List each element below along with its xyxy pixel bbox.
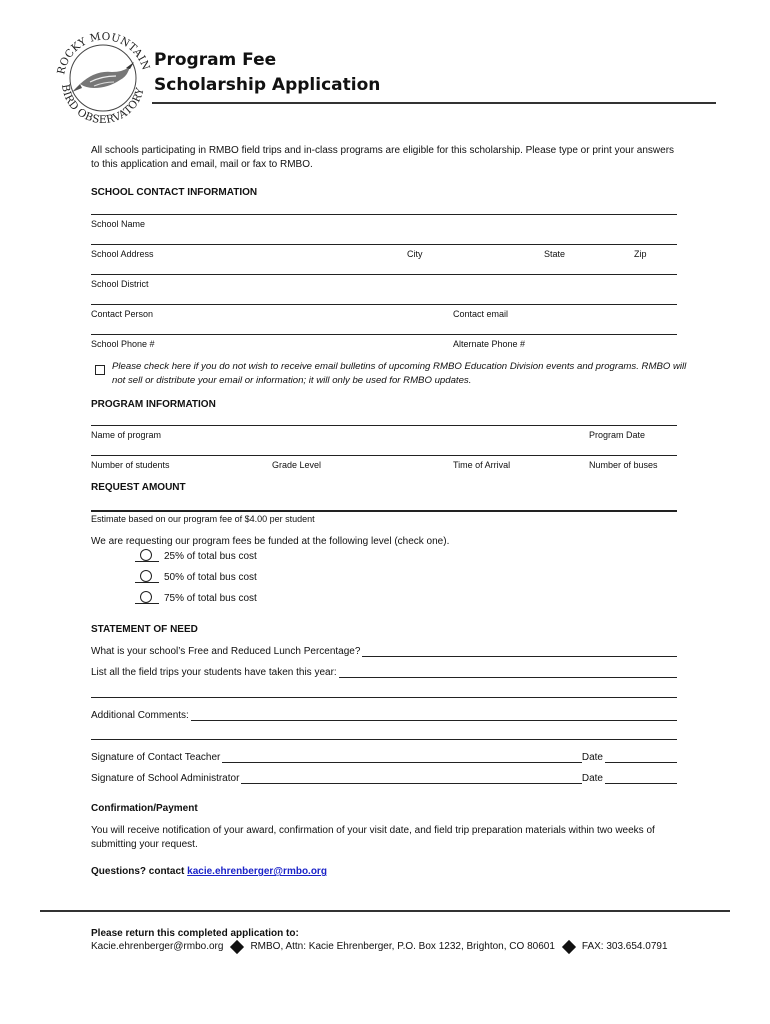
title-divider [152,102,716,104]
questions-label: Questions? contact [91,866,185,877]
comments-extra-line[interactable] [91,739,677,740]
field-trips-field[interactable] [339,667,677,678]
school-address-field[interactable] [91,244,677,245]
intro-text: All schools participating in RMBO field trips and in-class programs are eligible for this scholarship. Please type or print your answers to this application and email, mail or fax to RMBO. [91,145,675,170]
page-title [154,48,380,98]
program-details-field[interactable] [91,455,677,456]
teacher-signature-label: Signature of Contact Teacher [91,752,221,763]
comments-label: Additional Comments: [91,710,189,721]
zip-label: Zip [634,249,647,259]
option-25-percent[interactable] [135,549,257,565]
title-line-2: Scholarship Application [154,75,381,95]
contact-person-field[interactable] [91,304,677,305]
school-phone-field[interactable] [91,334,677,335]
school-address-label: School Address [91,249,154,259]
radio-75-icon[interactable] [140,591,152,603]
grade-level-label: Grade Level [272,460,322,470]
request-amount-heading: REQUEST AMOUNT [91,482,186,493]
option-75-label: 75% of total bus cost [164,593,257,604]
questions-line [91,866,327,877]
school-contact-heading: SCHOOL CONTACT INFORMATION [91,187,258,198]
admin-date-field[interactable] [605,773,677,784]
admin-date-label: Date [581,773,603,784]
field-trips-extra-line[interactable] [91,697,677,698]
comments-row [91,707,677,721]
return-fax: FAX: 303.654.0791 [581,941,668,952]
diamond-bullet-icon [562,939,576,953]
logo-top-text: ROCKY MOUNTAIN [55,30,152,76]
request-amount-field[interactable] [91,510,677,512]
confirmation-text: You will receive notification of your award, confirmation of your visit date, and field trip preparation materials within two weeks of submitting your request. [91,825,655,850]
teacher-signature-row [91,749,677,763]
school-name-label: School Name [91,219,146,229]
footer-divider [40,910,730,912]
school-district-label: School District [91,279,149,289]
lunch-percentage-row [91,643,677,657]
program-name-field[interactable] [91,425,677,426]
lunch-percentage-label: What is your school’s Free and Reduced Lunch Percentage? [91,646,361,657]
program-info-heading: PROGRAM INFORMATION [91,399,216,410]
school-phone-label: School Phone # [91,339,155,349]
request-intro: We are requesting our program fees be funded at the following level (check one). [91,536,450,547]
city-label: City [407,249,423,259]
email-optout-text: Please check here if you do not wish to receive email bulletins of upcoming RMBO Education Division events and programs. RMBO will not sell or distribute your email or information; it will only be used for RMBO updates. [112,361,687,386]
radio-25-icon[interactable] [140,549,152,561]
contact-email-label: Contact email [453,309,509,319]
option-75-percent[interactable] [135,591,257,607]
alternate-phone-label: Alternate Phone # [453,339,526,349]
school-district-field[interactable] [91,274,677,275]
admin-signature-field[interactable] [241,773,581,784]
field-trips-row [91,664,677,678]
teacher-date-field[interactable] [605,752,677,763]
program-name-label: Name of program [91,430,162,440]
state-label: State [544,249,566,259]
logo-bottom-text: BIRD OBSERVATORY [58,83,147,127]
bird-icon [72,62,134,92]
return-email: Kacie.ehrenberger@rmbo.org [91,941,224,952]
field-trips-label: List all the field trips your students have taken this year: [91,667,337,678]
number-of-buses-label: Number of buses [589,460,658,470]
rmbo-logo [50,22,156,128]
title-line-1: Program Fee [154,50,277,70]
teacher-signature-field[interactable] [222,752,582,763]
contact-email-link[interactable]: kacie.ehrenberger@rmbo.org [187,866,327,877]
statement-of-need-heading: STATEMENT OF NEED [91,624,198,635]
return-address: RMBO, Attn: Kacie Ehrenberger, P.O. Box 1232, Brighton, CO 80601 [250,941,555,952]
return-title: Please return this completed application to: [91,928,299,939]
diamond-bullet-icon [230,939,244,953]
confirmation-heading: Confirmation/Payment [91,803,198,814]
program-date-label: Program Date [589,430,646,440]
option-50-label: 50% of total bus cost [164,572,257,583]
lunch-percentage-field[interactable] [362,646,677,657]
time-of-arrival-label: Time of Arrival [453,460,511,470]
radio-50-icon[interactable] [140,570,152,582]
number-of-students-label: Number of students [91,460,170,470]
option-25-label: 25% of total bus cost [164,551,257,562]
teacher-date-label: Date [581,752,603,763]
contact-person-label: Contact Person [91,309,154,319]
return-address-line [91,941,668,952]
email-optout-checkbox[interactable] [95,365,105,375]
admin-signature-row [91,770,677,784]
comments-field[interactable] [191,710,677,721]
estimate-text: Estimate based on our program fee of $4.00 per student [91,514,315,524]
option-50-percent[interactable] [135,570,257,586]
school-name-field[interactable] [91,214,677,215]
admin-signature-label: Signature of School Administrator [91,773,240,784]
svg-text:ROCKY MOUNTAIN [55,31,151,76]
